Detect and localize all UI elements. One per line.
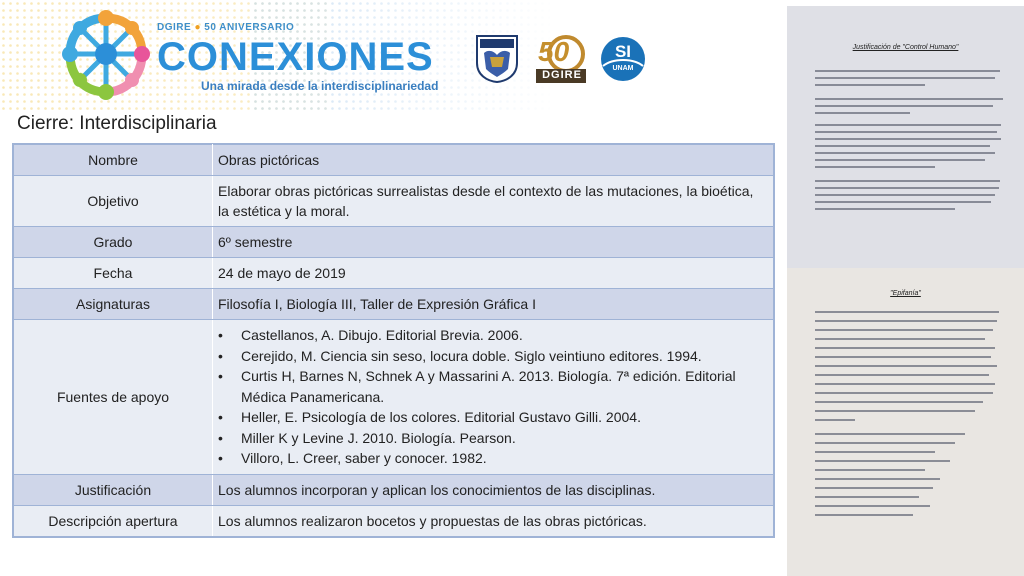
list-item: • Cerejido, M. Ciencia sin seso, locura doble. Siglo veintiuno editores. 1994. [218,346,765,367]
row-label: Descripción apertura [14,505,213,536]
paper-title: "Epifanía" [890,290,921,297]
kicker-anniversary: 50 ANIVERSARIO [204,22,295,33]
brand-block [157,22,438,93]
kicker-separator: ● [194,22,201,33]
unam-shield-icon [474,33,520,83]
reference-list [218,325,765,469]
row-label: Grado [14,227,213,258]
row-value: Los alumnos realizaron bocetos y propuestas de las obras pictóricas. [213,505,774,536]
list-item: • Heller, E. Psicología de los colores. Editorial Gustavo Gilli. 2004. [218,407,765,428]
list-item: • Miller K y Levine J. 2010. Biología. Pearson. [218,428,765,449]
si-unam-unam: UNAM [612,65,634,72]
table-row-asignaturas [14,289,774,320]
table-row-descripcion [14,505,774,536]
row-label: Fecha [14,258,213,289]
table-row-objetivo [14,176,774,227]
brand-subtitle: Una mirada desde la interdisciplinariedad [201,79,439,93]
row-value: Los alumnos incorporan y aplican los conocimientos de las disciplinas. [213,474,774,505]
list-item: • Curtis H, Barnes N, Schnek A y Massarini A. 2013. Biología. 7ª edición. Editorial Médica Panamericana. [218,366,765,407]
handwritten-page-photo-top [787,6,1024,268]
brand-title: CONEXIONES [157,35,434,79]
conexiones-molecule-icon [56,4,156,106]
brand-kicker [157,22,438,33]
row-value: 6º semestre [213,227,774,258]
si-unam-logo [597,36,649,82]
list-item: • Villoro, L. Creer, saber y conocer. 1982. [218,448,765,469]
row-label: Asignaturas [14,289,213,320]
row-value [213,320,774,475]
table-row-nombre [14,145,774,176]
paper-title: Justificación de "Control Humano" [852,44,959,51]
table-row-justificacion [14,474,774,505]
row-value: 24 de mayo de 2019 [213,258,774,289]
row-value: Filosofía I, Biología III, Taller de Expresión Gráfica I [213,289,774,320]
slide-title: Cierre: Interdisciplinaria [17,113,217,134]
header-banner [0,0,790,112]
handwritten-page-photo-bottom [787,268,1024,576]
si-unam-si: SI [614,42,632,61]
list-item: • Castellanos, A. Dibujo. Editorial Brevia. 2006. [218,325,765,346]
row-label: Fuentes de apoyo [14,320,213,475]
table-row-fecha [14,258,774,289]
activity-info-table [13,144,774,537]
row-label: Nombre [14,145,213,176]
dgire-50-caption: DGIRE [542,69,582,81]
table-row-grado [14,227,774,258]
dgire-50-logo [532,34,588,84]
dgire-50-number: 50 [538,36,570,67]
kicker-dgire: DGIRE [157,22,192,33]
row-value: Elaborar obras pictóricas surrealistas desde el contexto de las mutaciones, la bioética, la estética y la moral. [213,176,774,227]
row-label: Objetivo [14,176,213,227]
row-value: Obras pictóricas [213,145,774,176]
table-row-fuentes [14,320,774,475]
row-label: Justificación [14,474,213,505]
